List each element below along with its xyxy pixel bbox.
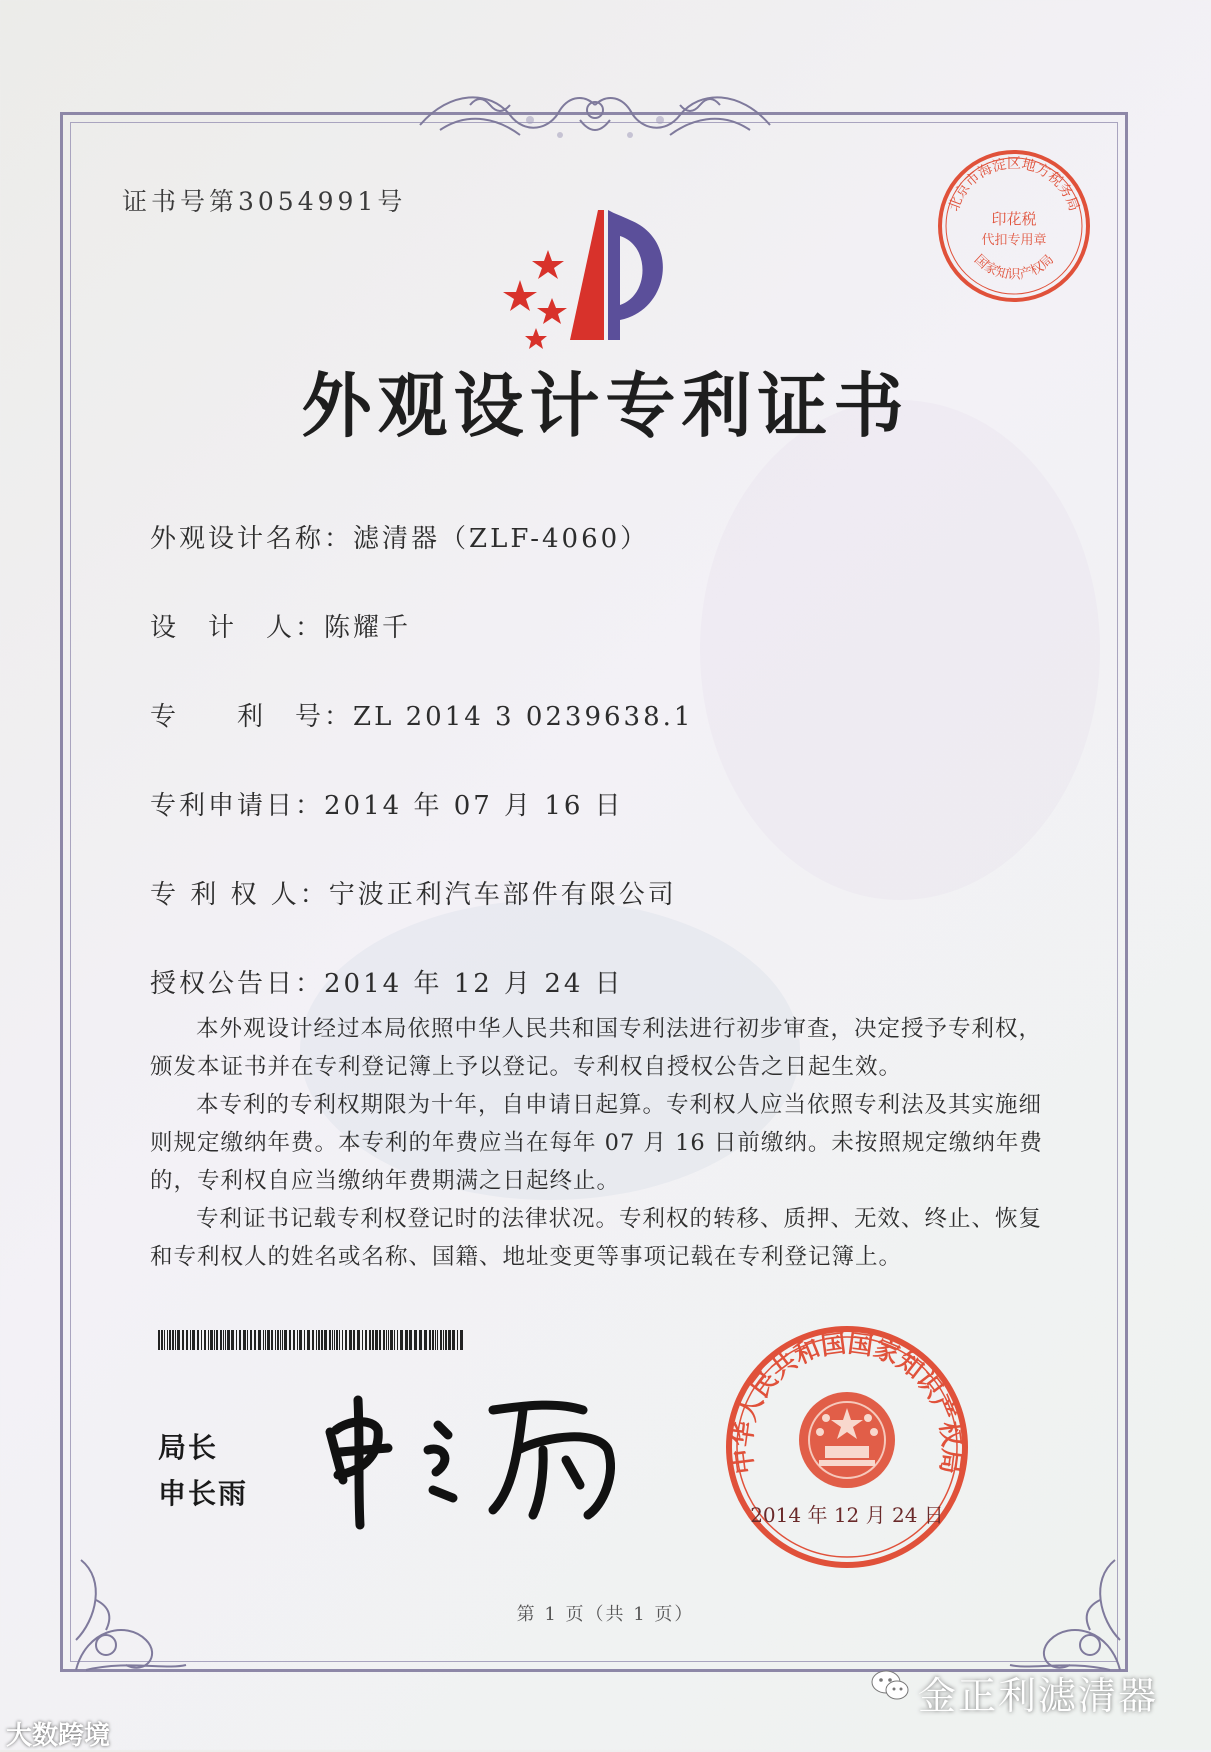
top-ornament-icon bbox=[410, 80, 780, 150]
barcode-bar bbox=[190, 1330, 191, 1350]
barcode-bar bbox=[400, 1330, 403, 1350]
barcode-bar bbox=[388, 1330, 389, 1350]
barcode-bar bbox=[339, 1330, 340, 1350]
barcode-bar bbox=[231, 1330, 234, 1350]
barcode-bar bbox=[329, 1330, 331, 1350]
official-seal-icon bbox=[722, 1322, 972, 1572]
field-label: 专 利 权 人： bbox=[150, 880, 329, 910]
patent-office-emblem-icon bbox=[500, 200, 700, 350]
field-label: 专利申请日： bbox=[150, 791, 325, 821]
barcode-bar bbox=[369, 1330, 371, 1350]
barcode-bar bbox=[223, 1330, 224, 1350]
barcode-bar bbox=[386, 1330, 387, 1350]
barcode-bar bbox=[383, 1330, 385, 1350]
field-patentee bbox=[150, 874, 677, 911]
field-value: 陈耀千 bbox=[324, 613, 412, 643]
barcode-bar bbox=[316, 1330, 317, 1350]
page-number: 第 1 页（共 1 页） bbox=[516, 1604, 695, 1625]
barcode-bar bbox=[332, 1330, 333, 1350]
watermark-source: 大数跨境 bbox=[6, 1721, 111, 1751]
tax-stamp-ring-text: 北京市海淀区地方税务局 bbox=[946, 156, 1082, 214]
barcode-bar bbox=[158, 1330, 160, 1350]
seal-date: 2014 年 12 月 24 日 bbox=[750, 1503, 944, 1527]
barcode-bar bbox=[336, 1330, 338, 1350]
barcode-bar bbox=[397, 1330, 398, 1350]
barcode-bar bbox=[299, 1330, 302, 1350]
director-title: 局长 bbox=[158, 1431, 219, 1464]
body-paragraph: 本专利的专利权期限为十年，自申请日起算。专利权人应当依照专利法及其实施细则规定缴纳年费。本专利的年费应当在每年 07 月 16 日前缴纳。未按照规定缴纳年费的，专利权自应当缴纳年费期满之日起终止。 bbox=[150, 1092, 1043, 1194]
certificate-number: 证书号第3054991号 bbox=[122, 187, 407, 216]
barcode-bar bbox=[169, 1330, 171, 1350]
barcode-bar bbox=[164, 1330, 165, 1350]
field-application-date bbox=[150, 785, 624, 822]
barcode-bar bbox=[254, 1330, 256, 1350]
field-design-name bbox=[150, 518, 649, 555]
tax-stamp-bottom-text: 国家知识产权局 bbox=[970, 252, 1058, 283]
barcode-bar bbox=[443, 1330, 444, 1350]
barcode-bar bbox=[289, 1330, 291, 1350]
barcode-bar bbox=[275, 1330, 276, 1350]
barcode-bar bbox=[365, 1330, 367, 1350]
barcode-bar bbox=[405, 1330, 408, 1350]
field-value: 2014 年 12 月 24 日 bbox=[324, 969, 624, 999]
tax-stamp-seal-icon bbox=[934, 146, 1094, 306]
barcode-bar bbox=[239, 1330, 241, 1350]
barcode-bar bbox=[293, 1330, 295, 1350]
barcode-bar bbox=[445, 1330, 447, 1350]
field-label: 设 计 人： bbox=[150, 613, 325, 643]
barcode-bar bbox=[263, 1330, 264, 1350]
barcode-bar bbox=[379, 1330, 381, 1350]
director-name: 申长雨 bbox=[158, 1477, 249, 1510]
barcode-bar bbox=[419, 1330, 422, 1350]
barcode-bar bbox=[353, 1330, 355, 1350]
barcode-bar bbox=[312, 1330, 314, 1350]
barcode-bar bbox=[394, 1330, 395, 1350]
barcode-bar bbox=[277, 1330, 279, 1350]
barcode-bar bbox=[267, 1330, 270, 1350]
barcode-bar bbox=[448, 1330, 451, 1350]
barcode-bar bbox=[357, 1330, 360, 1350]
barcode-bar bbox=[201, 1330, 202, 1350]
barcode-bar bbox=[280, 1330, 281, 1350]
barcode-bar bbox=[265, 1330, 266, 1350]
wechat-icon bbox=[870, 1668, 910, 1704]
watermark-brand: 金正利滤清器 bbox=[918, 1674, 1159, 1718]
barcode-bar bbox=[225, 1330, 226, 1350]
tax-stamp-center-line2: 代扣专用章 bbox=[981, 233, 1047, 248]
svg-text:北京市海淀区地方税务局 bbox=[946, 155, 1082, 213]
barcode-bar bbox=[243, 1330, 246, 1350]
barcode-bar bbox=[271, 1330, 273, 1350]
barcode-bar bbox=[429, 1330, 431, 1350]
barcode-bar bbox=[282, 1330, 283, 1350]
director-signature-icon bbox=[318, 1390, 628, 1530]
field-value: ZL 2014 3 0239638.1 bbox=[353, 702, 694, 732]
barcode-bar bbox=[409, 1330, 412, 1350]
barcode-bar bbox=[247, 1330, 248, 1350]
barcode-bar bbox=[177, 1330, 180, 1350]
field-designer bbox=[150, 607, 411, 644]
barcode-bar bbox=[440, 1330, 442, 1350]
barcode-bar bbox=[390, 1330, 393, 1350]
field-value: 宁波正利汽车部件有限公司 bbox=[328, 880, 677, 910]
barcode-bar bbox=[304, 1330, 305, 1350]
barcode-bar bbox=[210, 1330, 213, 1350]
barcode-bar bbox=[284, 1330, 287, 1350]
tax-stamp-center-line1: 印花税 bbox=[991, 210, 1037, 228]
barcode-bar bbox=[250, 1330, 252, 1350]
barcode-bar bbox=[175, 1330, 176, 1350]
field-grant-date bbox=[150, 963, 624, 1000]
field-label: 外观设计名称： bbox=[150, 524, 354, 554]
barcode-bar bbox=[414, 1330, 417, 1350]
certificate-title: 外观设计专利证书 bbox=[301, 365, 910, 447]
barcode-bar bbox=[460, 1330, 463, 1350]
barcode-bar bbox=[182, 1330, 184, 1350]
barcode-bar bbox=[318, 1330, 320, 1350]
barcode-bar bbox=[167, 1330, 168, 1350]
barcode-bar bbox=[435, 1330, 436, 1350]
field-value: 滤清器（ZLF-4060） bbox=[353, 524, 650, 554]
barcode-bar bbox=[321, 1330, 323, 1350]
barcode-bar bbox=[172, 1330, 174, 1350]
barcode-bar bbox=[457, 1330, 458, 1350]
barcode-bar bbox=[214, 1330, 215, 1350]
seal-ring-text: 中华人民共和国国家知识产权局 bbox=[727, 1328, 967, 1476]
barcode-bar bbox=[297, 1330, 298, 1350]
field-label: 授权公告日： bbox=[150, 969, 325, 999]
barcode-bar bbox=[334, 1330, 335, 1350]
field-label: 专 利 号： bbox=[150, 702, 354, 732]
barcode-bar bbox=[452, 1330, 455, 1350]
body-paragraph: 专利证书记载专利权登记时的法律状况。专利权的转移、质押、无效、终止、恢复和专利权人的姓名或名称、国籍、地址变更等事项记载在专利登记簿上。 bbox=[150, 1206, 1043, 1270]
barcode-bar bbox=[192, 1330, 195, 1350]
barcode-bar bbox=[204, 1330, 206, 1350]
barcode-bar bbox=[208, 1330, 209, 1350]
barcode-bar bbox=[424, 1330, 427, 1350]
barcode-bar bbox=[227, 1330, 230, 1350]
field-value: 2014 年 07 月 16 日 bbox=[324, 791, 624, 821]
barcode-bar bbox=[375, 1330, 378, 1350]
barcode-bar bbox=[362, 1330, 363, 1350]
barcode-bar bbox=[342, 1330, 343, 1350]
barcode-bar bbox=[236, 1330, 237, 1350]
barcode-bar bbox=[345, 1330, 347, 1350]
barcode-icon bbox=[158, 1330, 463, 1350]
barcode-bar bbox=[258, 1330, 261, 1350]
field-patent-number bbox=[150, 696, 693, 733]
barcode-bar bbox=[432, 1330, 434, 1350]
body-paragraph: 本外观设计经过本局依照中华人民共和国专利法进行初步审查，决定授予专利权，颁发本证书并在专利登记簿上予以登记。专利权自授权公告之日起生效。 bbox=[150, 1016, 1043, 1080]
barcode-bar bbox=[197, 1330, 199, 1350]
barcode-bar bbox=[216, 1330, 218, 1350]
certificate-body bbox=[150, 1010, 1050, 1276]
barcode-bar bbox=[220, 1330, 222, 1350]
barcode-bar bbox=[186, 1330, 188, 1350]
barcode-bar bbox=[372, 1330, 374, 1350]
barcode-bar bbox=[437, 1330, 438, 1350]
barcode-bar bbox=[307, 1330, 310, 1350]
svg-text:国家知识产权局 bbox=[971, 252, 1057, 282]
barcode-bar bbox=[324, 1330, 327, 1350]
barcode-bar bbox=[161, 1330, 163, 1350]
barcode-bar bbox=[349, 1330, 352, 1350]
